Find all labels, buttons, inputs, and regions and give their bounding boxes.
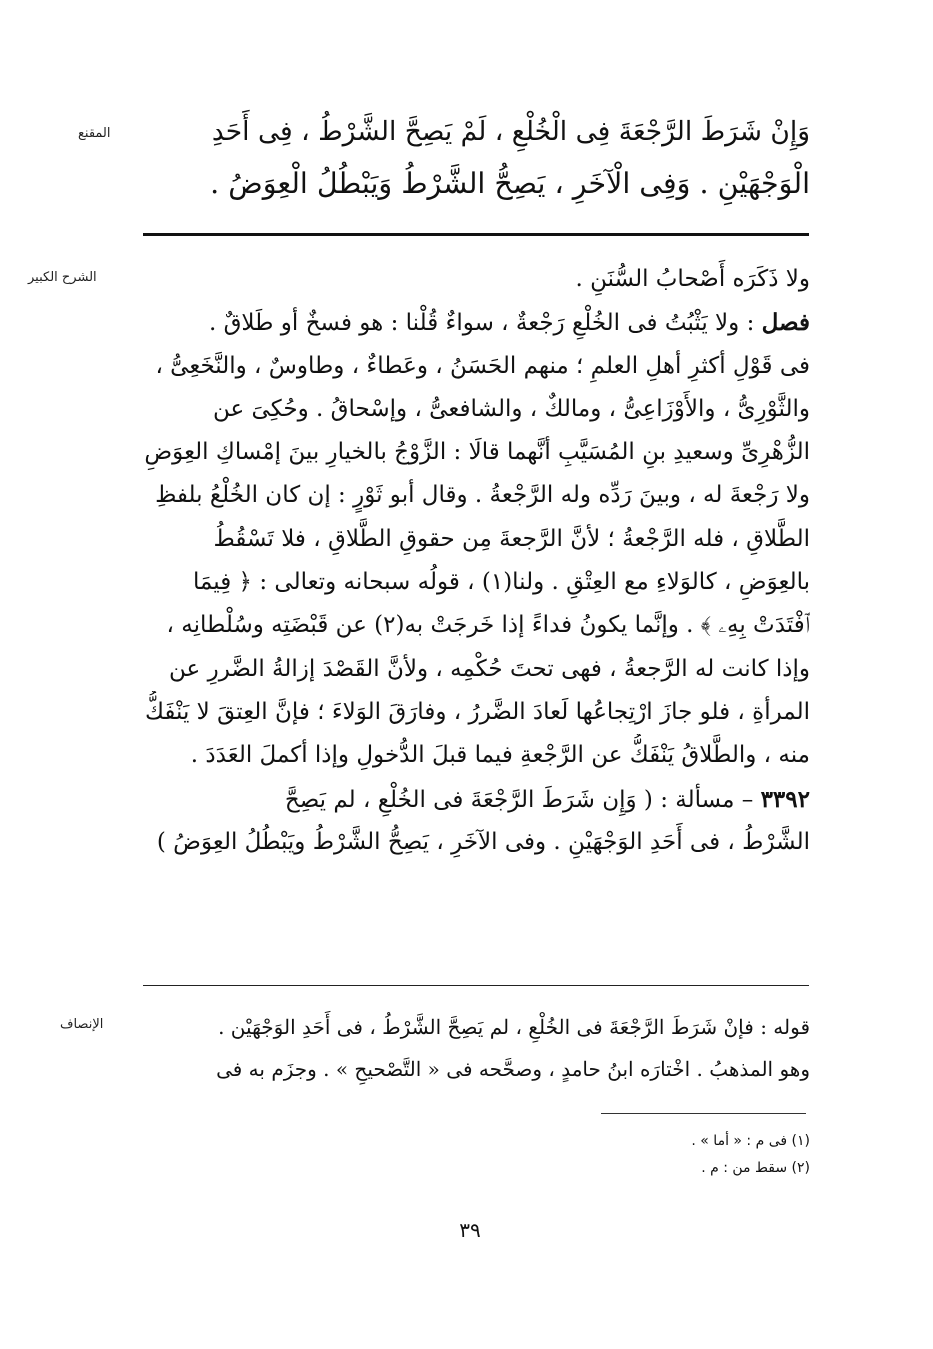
sharh-line — [140, 388, 810, 431]
insaf-block — [140, 1006, 810, 1090]
footnote-divider — [601, 1113, 806, 1114]
sharh-line-text: منه ، والطَّلاقُ يَنْفَكُّ عن الرَّجْعةِ فيما قبلَ الدُّخولِ وإذا أكملَ العَدَدَ . — [190, 742, 810, 769]
sharh-line-text: ولا رَجْعةَ له ، وبينَ رَدِّه وله الرَّجْعةُ . وقال أبو ثَوْرٍ : إن كان الخُلْعُ بلفظِ — [155, 482, 810, 509]
sharh-line — [140, 431, 810, 474]
sharh-line-text: الشَّرْطُ ، فى أَحَدِ الوَجْهَيْنِ . وفى الآخَرِ ، يَصِحُّ الشَّرْطُ ويَبْطُلُ العِوَضُ ) — [156, 828, 810, 855]
sharh-line — [140, 734, 810, 777]
masala-number: ٣٣٩٢ — [760, 785, 810, 813]
sharh-line-text: وإذا كانت له الرَّجعةُ ، فهى تحتَ حُكْمِه ، ولأنَّ القَصْدَ إزالةُ الضَّررِ عن — [169, 655, 810, 682]
sharh-line — [140, 345, 810, 388]
insaf-line: وهو المذهبُ . اخْتارَه ابنُ حامدٍ ، وصحَّحه فى « التَّصْحيحِ » . وجزَم به فى — [216, 1057, 810, 1081]
sharh-line-text: : ولا يَثْبُتُ فى الخُلْعِ رَجْعةٌ ، سواءٌ قُلْنا : هو فسخٌ أو طَلاقٌ . — [208, 310, 762, 337]
section-divider-thick — [143, 233, 809, 236]
sharh-block — [140, 258, 810, 864]
sharh-line-text: المرأةِ ، فلو جازَ ارْتِجاعُها لَعادَ الضَّررُ ، وفارَقَ الوَلاءَ ؛ فإنَّ العِتقَ لا يَنْفَكُّ — [144, 698, 810, 725]
insaf-line: قوله : فإنْ شَرَطَ الرَّجْعَةَ فى الخُلْعِ ، لم يَصِحَّ الشَّرْطُ ، فى أَحَدِ الوَجْهَيْن . — [218, 1015, 810, 1039]
page-number: ٣٩ — [459, 1218, 481, 1242]
sharh-line-text: والثَّوْرِىُّ ، والأَوْزَاعِىُّ ، ومالكٌ ، والشافعىُّ ، وإسْحاقُ . وحُكِىَ عن — [213, 395, 810, 422]
matn-block — [210, 106, 810, 210]
footnotes — [500, 1128, 810, 1182]
sharh-line — [140, 474, 810, 517]
section-heading-fasl: فصل — [761, 309, 810, 337]
sharh-line — [140, 518, 810, 561]
section-divider-thin — [143, 985, 809, 986]
sharh-line — [140, 301, 810, 344]
footnote: (١) فى م : « أما » . — [691, 1133, 810, 1149]
sharh-line-text: – مسألة : ( وَإِن شَرَطَ الرَّجْعَةَ فى الخُلْعِ ، لم يَصِحَّ — [284, 786, 761, 813]
sharh-line — [140, 648, 810, 691]
sharh-line-text: الطَّلاقِ ، فله الرَّجْعةُ ؛ لأنَّ الرَّجعةَ مِن حقوقِ الطَّلاقِ ، فلا تَسْقُطُ — [213, 525, 810, 552]
sharh-line-text: بالعِوَضِ ، كالوَلاءِ مع العِتْقِ . ولنا(١) ، قولُه سبحانه وتعالى : ﴿ فِيمَا — [193, 569, 810, 596]
footnote: (٢) سقط من : م . — [701, 1160, 810, 1176]
sharh-line — [140, 258, 810, 301]
margin-label-muqni: المقنع — [78, 126, 111, 141]
sharh-line — [140, 821, 810, 864]
margin-label-sharh: الشرح الكبير — [28, 270, 97, 285]
matn-line: الْوَجْهَيْنِ . وَفِى الْآخَرِ ، يَصِحُّ الشَّرْطُ وَيَبْطُلُ الْعِوَضُ . — [210, 167, 810, 200]
matn-line: وَإِنْ شَرَطَ الرَّجْعَةَ فِى الْخُلْعِ ، لَمْ يَصِحَّ الشَّرْطُ ، فِى أَحَدِ — [211, 116, 810, 147]
sharh-line — [140, 778, 810, 821]
sharh-line-text: ٱفْتَدَتْ بِهِۦ ﴾ . وإنَّما يكونُ فداءً إذا خَرجَتْ به(٢) عن قَبْضَتِه وسُلْطانِه ، — [166, 612, 810, 639]
sharh-line-text: الزُّهْرِىِّ وسعيدِ بنِ المُسَيَّبِ أنَّهما قالَا : الزَّوْجُ بالخيارِ بينَ إمْساكِ العِوَضِ — [144, 439, 810, 466]
sharh-line — [140, 561, 810, 604]
margin-label-insaf: الإنصاف — [60, 1017, 104, 1032]
sharh-line — [140, 604, 810, 647]
sharh-line — [140, 691, 810, 734]
sharh-line-text: ولا ذَكَرَه أَصْحابُ السُّنَنِ . — [575, 266, 810, 292]
sharh-line-text: فى قَوْلِ أكثرِ أهلِ العلمِ ؛ منهم الحَسَنُ ، وعَطاءٌ ، وطاوسٌ ، والنَّخَعِىُّ ، — [155, 352, 810, 379]
